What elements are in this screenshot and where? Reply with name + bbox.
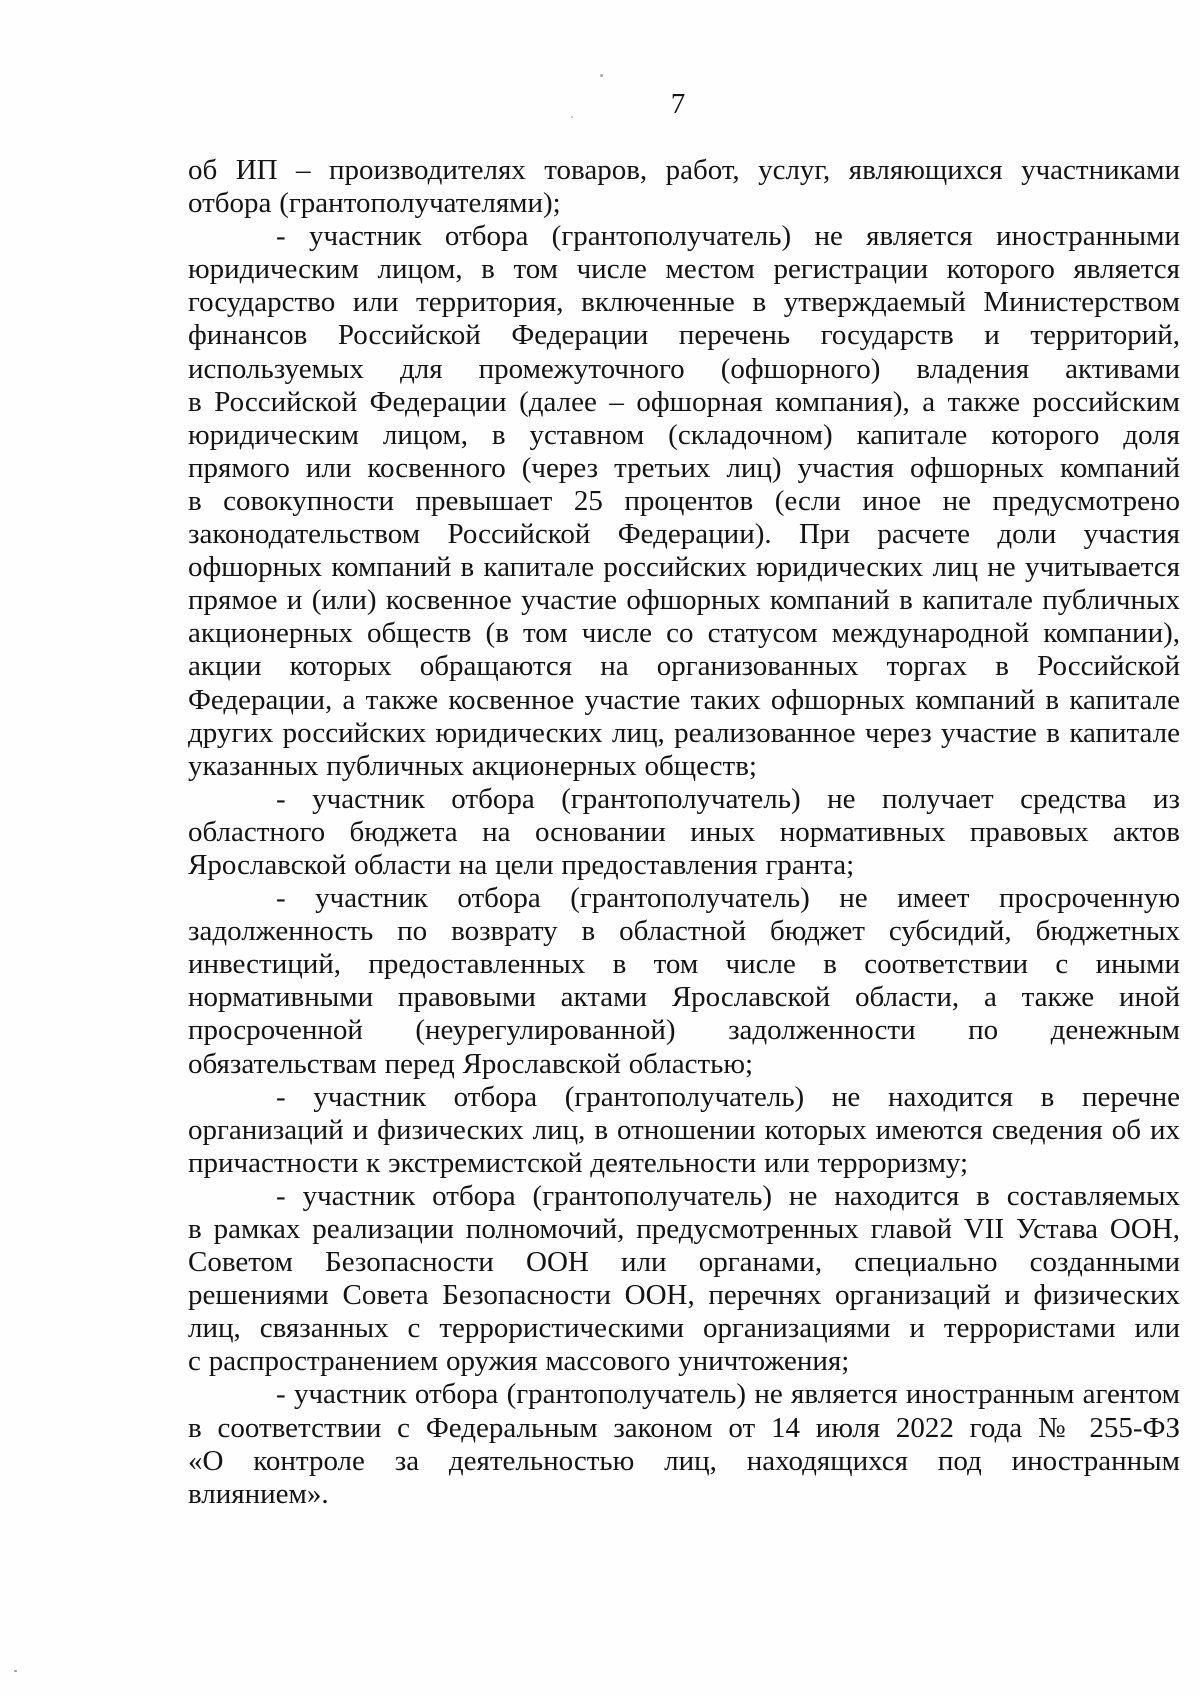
text-line: «О контроле за деятельностью лиц, находящихся под иностранным	[188, 1444, 1180, 1477]
text-line: отбора (грантополучателями);	[188, 187, 561, 220]
text-line: - участник отбора (грантополучатель) не получает средства из	[276, 782, 1180, 815]
text-line: в Российской Федерации (далее – офшорная компания), а также российским	[188, 385, 1180, 418]
text-line: нормативными правовыми актами Ярославской области, а также иной	[188, 981, 1180, 1014]
text-line: - участник отбора (грантополучатель) не является иностранным агентом	[276, 1378, 1180, 1411]
text-line: акционерных обществ (в том числе со статусом международной компании),	[188, 617, 1180, 650]
text-line: в соответствии с Федеральным законом от 14 июля 2022 года № 255-ФЗ	[188, 1411, 1180, 1444]
text-line: используемых для промежуточного (офшорного) владения активами	[188, 352, 1180, 385]
text-line: Советом Безопасности ООН или органами, специально созданными	[188, 1246, 1180, 1279]
text-line: - участник отбора (грантополучатель) не имеет просроченную	[276, 882, 1180, 915]
text-line: офшорных компаний в капитале российских юридических лиц не учитывается	[188, 551, 1180, 584]
text-line: Ярославской области на цели предоставления гранта;	[188, 848, 855, 881]
document-body	[188, 154, 1180, 1511]
text-line: государство или территория, включенные в утверждаемый Министерством	[188, 286, 1180, 319]
text-line: лиц, связанных с террористическими организациями и террористами или	[188, 1312, 1180, 1345]
text-line: обязательствам перед Ярославской областью;	[188, 1047, 754, 1080]
text-line: в рамках реализации полномочий, предусмотренных главой VII Устава ООН,	[188, 1213, 1180, 1245]
scan-artifact	[571, 116, 573, 118]
text-line: законодательством Российской Федерации). При расчете доли участия	[188, 518, 1180, 551]
text-line: в совокупности превышает 25 процентов (если иное не предусмотрено	[188, 484, 1180, 517]
text-line: указанных публичных акционерных обществ;	[188, 749, 757, 782]
scan-artifact	[14, 1670, 17, 1672]
text-line: других российских юридических лиц, реализованное через участие в капитале	[188, 716, 1180, 749]
text-line: с распространением оружия массового уничтожения;	[188, 1345, 850, 1378]
text-line: причастности к экстремистской деятельности или терроризму;	[188, 1146, 969, 1179]
text-line: - участник отбора (грантополучатель) не является иностранными	[276, 220, 1180, 253]
text-line: областного бюджета на основании иных нормативных правовых актов	[188, 815, 1180, 848]
text-line: прямое и (или) косвенное участие офшорных компаний в капитале публичных	[188, 584, 1180, 617]
text-line: - участник отбора (грантополучатель) не находится в перечне	[276, 1080, 1180, 1113]
text-line: об ИП – производителях товаров, работ, услуг, являющихся участниками	[188, 154, 1180, 186]
text-line: акции которых обращаются на организованных торгах в Российской	[188, 650, 1180, 683]
text-line: прямого или косвенного (через третьих лиц) участия офшорных компаний	[188, 451, 1180, 484]
text-line: организаций и физических лиц, в отношении которых имеются сведения об их	[188, 1113, 1180, 1146]
text-line: юридическим лицом, в том числе местом регистрации которого является	[188, 253, 1180, 286]
text-line: решениями Совета Безопасности ООН, перечнях организаций и физических	[188, 1279, 1180, 1312]
text-line: инвестиций, предоставленных в том числе в соответствии с иными	[188, 948, 1180, 981]
scan-artifact	[600, 74, 603, 77]
text-line: юридическим лицом, в уставном (складочном) капитале которого доля	[188, 418, 1180, 451]
text-line: финансов Российской Федерации перечень государств и территорий,	[188, 319, 1180, 352]
text-line: Федерации, а также косвенное участие таких офшорных компаний в капитале	[188, 683, 1180, 716]
text-line: задолженность по возврату в областной бюджет субсидий, бюджетных	[188, 915, 1180, 948]
text-line: влиянием».	[188, 1477, 329, 1510]
text-line: - участник отбора (грантополучатель) не находится в составляемых	[276, 1179, 1180, 1212]
text-line: просроченной (неурегулированной) задолженности по денежным	[188, 1014, 1180, 1047]
page-number: 7	[670, 88, 686, 120]
